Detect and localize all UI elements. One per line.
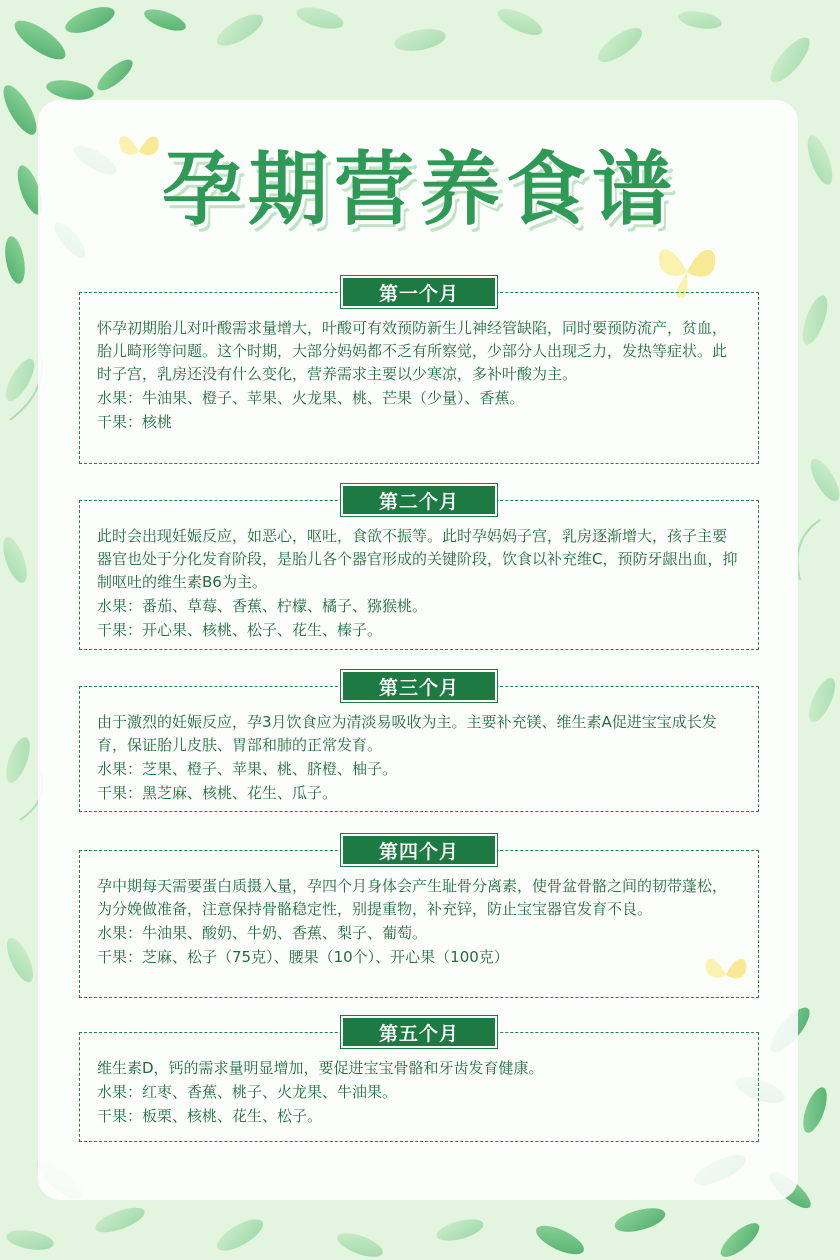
section-badge: 第二个月 <box>341 484 497 516</box>
nuts-line: 干果：芝麻、松子（75克）、腰果（10个）、开心果（100克） <box>97 948 509 966</box>
section-description: 此时会出现妊娠反应，如恶心，呕吐，食欲不振等。此时孕妈妈子宫，乳房逐渐增大，孩子主要器官也处于分化发育阶段，是胎儿各个器官形成的关键阶段，饮食以补充维C，预防牙龈出血，抑制呕吐的维生素B6为主。 <box>97 527 738 591</box>
nuts-line: 干果：板栗、核桃、花生、松子。 <box>97 1107 323 1125</box>
section-badge: 第一个月 <box>341 276 497 308</box>
page-title: 孕期营养食谱 <box>162 143 678 236</box>
section-badge: 第五个月 <box>341 1016 497 1048</box>
section-badge: 第三个月 <box>341 670 497 702</box>
section-badge: 第四个月 <box>341 834 497 866</box>
fruit-line: 水果：牛油果、酸奶、牛奶、香蕉、梨子、葡萄。 <box>97 924 428 942</box>
nuts-line: 干果：核桃 <box>97 413 173 431</box>
fruit-line: 水果：番茄、草莓、香蕉、柠檬、橘子、猕猴桃。 <box>97 597 428 615</box>
section-month-2 <box>79 491 759 650</box>
fruit-line: 水果：红枣、香蕉、桃子、火龙果、牛油果。 <box>97 1083 398 1101</box>
fruit-line: 水果：芝果、橙子、苹果、桃、脐橙、柚子。 <box>97 760 398 778</box>
section-description: 由于激烈的妊娠反应，孕3月饮食应为清淡易吸收为主。主要补充镁、维生素A促进宝宝成长发育，保证胎儿皮肤、胃部和肺的正常发育。 <box>97 713 717 754</box>
fruit-line: 水果：牛油果、橙子、苹果、火龙果、桃、芒果（少量）、香蕉。 <box>97 389 525 407</box>
section-month-3 <box>79 677 759 812</box>
nuts-line: 干果：开心果、核桃、松子、花生、榛子。 <box>97 621 383 639</box>
section-description: 维生素D，钙的需求量明显增加，要促进宝宝骨骼和牙齿发育健康。 <box>97 1059 544 1077</box>
section-month-1 <box>79 283 759 464</box>
section-description: 孕中期每天需要蛋白质摄入量，孕四个月身体会产生耻骨分离素，使骨盆骨骼之间的韧带蓬松，为分娩做准备，注意保持骨骼稳定性，别提重物，补充锌，防止宝宝器官发育不良。 <box>97 877 728 918</box>
nuts-line: 干果：黑芝麻、核桃、花生、瓜子。 <box>97 784 338 802</box>
section-month-5 <box>79 1023 759 1142</box>
section-description: 怀孕初期胎儿对叶酸需求量增大，叶酸可有效预防新生儿神经管缺陷，同时要预防流产，贫血，胎儿畸形等问题。这个时期，大部分妈妈都不乏有所察觉，少部分人出现乏力，发热等症状。此时子宫，乳房还没有什么变化，营养需求主要以少寒凉，多补叶酸为主。 <box>97 319 728 383</box>
section-month-4 <box>79 841 759 998</box>
